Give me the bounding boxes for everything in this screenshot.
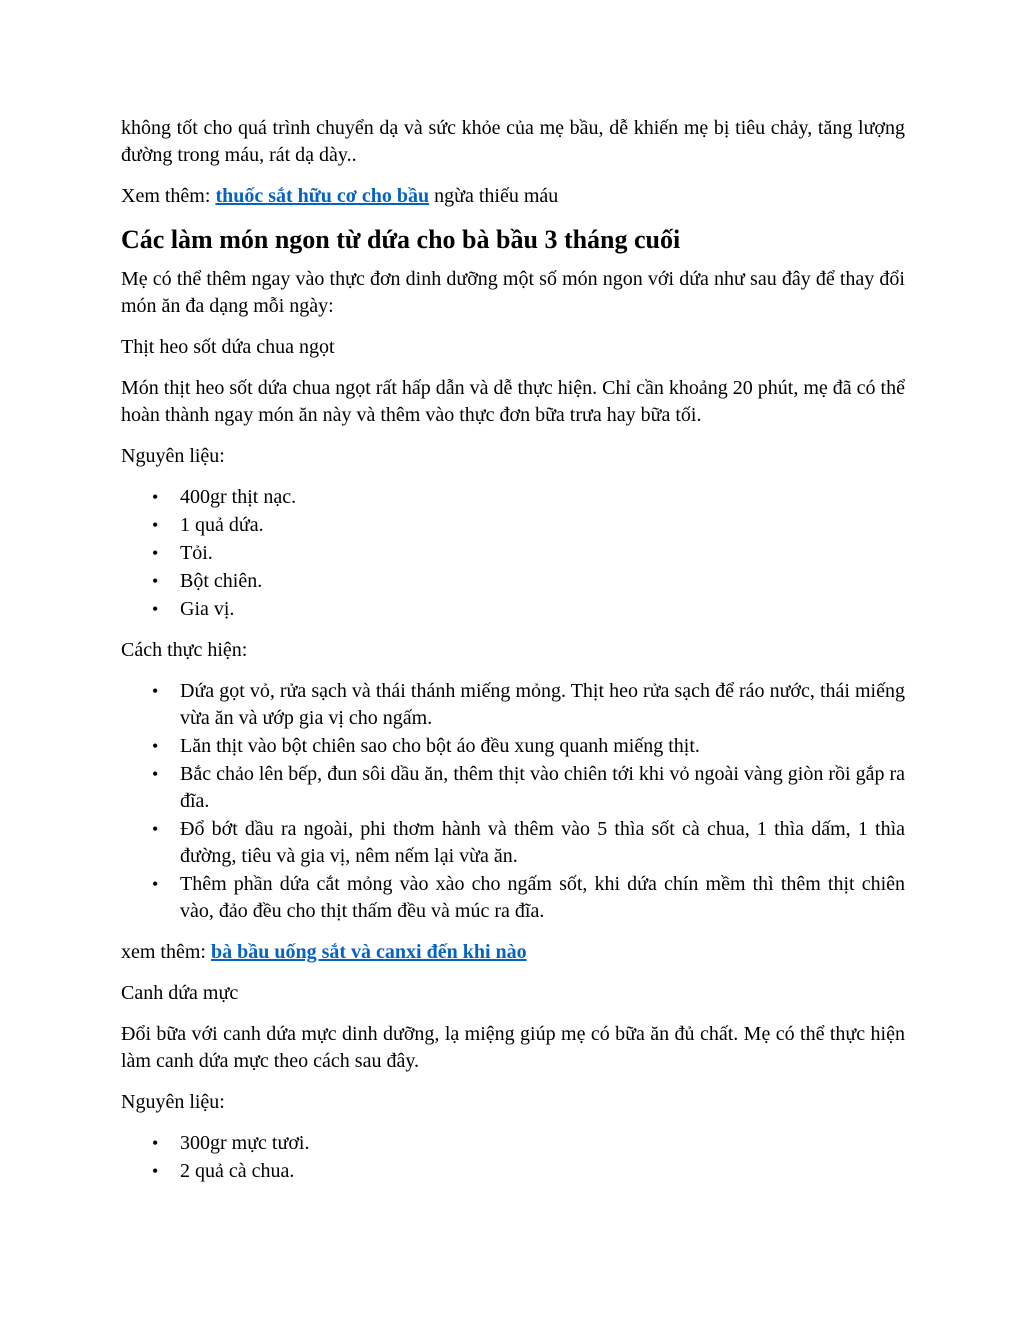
list-item — [121, 1158, 905, 1185]
bullet-icon: • — [152, 764, 159, 784]
ingredient-text: 400gr thịt nạc. — [180, 486, 297, 508]
ingredient-text: 300gr mực tươi. — [180, 1132, 310, 1154]
list-item — [121, 678, 905, 732]
bullet-icon: • — [152, 736, 159, 756]
iron-supplement-link[interactable]: thuốc sắt hữu cơ cho bầu — [215, 185, 430, 207]
bullet-icon: • — [152, 571, 159, 591]
document-page — [121, 115, 905, 1199]
section-intro: Mẹ có thể thêm ngay vào thực đơn dinh dưỡng một số món ngon với dứa như sau đây để thay đổi món ăn đa dạng mỗi ngày: — [121, 268, 905, 317]
list-item — [121, 761, 905, 815]
step-text: Lăn thịt vào bột chiên sao cho bột áo đều xung quanh miếng thịt. — [180, 735, 700, 757]
list-item — [121, 512, 905, 539]
ingredient-text: Gia vị. — [180, 598, 235, 620]
step-text: Bắc chảo lên bếp, đun sôi dầu ăn, thêm thịt vào chiên tới khi vỏ ngoài vàng giòn rồi gắp ra đĩa. — [180, 763, 905, 812]
recipe2-description: Đổi bữa với canh dứa mực dinh dưỡng, lạ miệng giúp mẹ có bữa ăn đủ chất. Mẹ có thể thực hiện làm canh dứa mực theo cách sau đây. — [121, 1023, 905, 1072]
bullet-icon: • — [152, 1133, 159, 1153]
bullet-icon: • — [152, 543, 159, 563]
recipe1-ingredients-label: Nguyên liệu: — [121, 445, 225, 467]
recipe1-description: Món thịt heo sốt dứa chua ngọt rất hấp dẫn và dễ thực hiện. Chỉ cần khoảng 20 phút, mẹ đã có thể hoàn thành ngay món ăn này và thêm vào thực đơn bữa trưa hay bữa tối. — [121, 377, 905, 426]
see-more-prefix: xem thêm: — [121, 941, 211, 963]
bullet-icon: • — [152, 515, 159, 535]
bullet-icon: • — [152, 819, 159, 839]
step-text: Thêm phần dứa cắt mỏng vào xào cho ngấm sốt, khi dứa chín mềm thì thêm thịt chiên vào, đảo đều cho thịt thấm đều và múc ra đĩa. — [180, 873, 905, 922]
list-item — [121, 816, 905, 870]
recipe1-steps-label: Cách thực hiện: — [121, 639, 248, 661]
see-more-suffix: ngừa thiếu máu — [429, 185, 559, 207]
ingredient-text: Bột chiên. — [180, 570, 263, 592]
intro-continuation: không tốt cho quá trình chuyển dạ và sức khỏe của mẹ bầu, dễ khiến mẹ bị tiêu chảy, tăng lượng đường trong máu, rát dạ dày.. — [121, 117, 905, 166]
recipe2-title: Canh dứa mực — [121, 982, 239, 1004]
step-text: Đổ bớt dầu ra ngoài, phi thơm hành và thêm vào 5 thìa sốt cà chua, 1 thìa dấm, 1 thìa đường, tiêu và gia vị, nêm nếm lại vừa ăn. — [180, 818, 905, 867]
list-item — [121, 484, 905, 511]
list-item — [121, 733, 905, 760]
list-item — [121, 540, 905, 567]
ingredient-text: 2 quả cà chua. — [180, 1160, 295, 1182]
bullet-icon: • — [152, 874, 159, 894]
recipe1-ingredients-list — [121, 484, 905, 623]
bullet-icon: • — [152, 599, 159, 619]
see-more-prefix: Xem thêm: — [121, 185, 216, 207]
list-item — [121, 871, 905, 925]
ingredient-text: Tỏi. — [180, 542, 213, 564]
bullet-icon: • — [152, 1161, 159, 1181]
list-item — [121, 1130, 905, 1157]
recipe2-ingredients-list — [121, 1130, 905, 1185]
recipe1-title: Thịt heo sốt dứa chua ngọt — [121, 336, 335, 358]
bullet-icon: • — [152, 681, 159, 701]
iron-calcium-link[interactable]: bà bầu uống sắt và canxi đến khi nào — [210, 941, 527, 963]
see-more-line-1 — [121, 183, 905, 210]
section-heading: Các làm món ngon từ dứa cho bà bầu 3 tháng cuối — [121, 225, 681, 254]
list-item — [121, 568, 905, 595]
ingredient-text: 1 quả dứa. — [180, 514, 264, 536]
bullet-icon: • — [152, 487, 159, 507]
step-text: Dứa gọt vỏ, rửa sạch và thái thánh miếng mỏng. Thịt heo rửa sạch để ráo nước, thái miếng vừa ăn và ướp gia vị cho ngấm. — [180, 680, 905, 729]
recipe2-ingredients-label: Nguyên liệu: — [121, 1091, 225, 1113]
see-more-line-2 — [121, 939, 905, 966]
list-item — [121, 596, 905, 623]
recipe1-steps-list — [121, 678, 905, 925]
